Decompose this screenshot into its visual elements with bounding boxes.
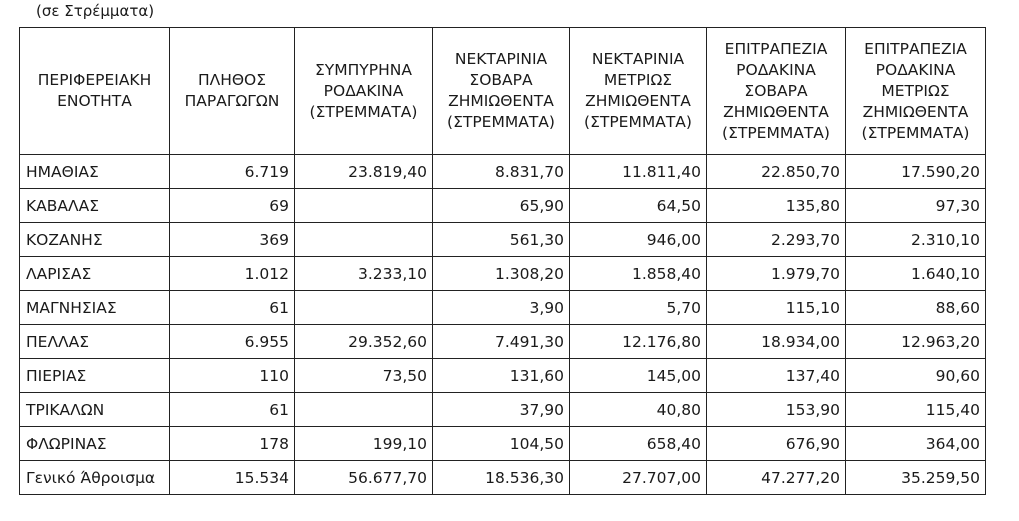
col-header-producers: ΠΛΗΘΟΣ ΠΑΡΑΓΩΓΩΝ: [170, 28, 295, 155]
producers-cell: 15.534: [170, 461, 295, 495]
table-peaches-severe-cell: 1.979,70: [707, 257, 846, 291]
table-peaches-severe-cell: 22.850,70: [707, 155, 846, 189]
col-header-table-peaches-moderate: ΕΠΙΤΡΑΠΕΖΙΑ ΡΟΔΑΚΙΝΑ ΜΕΤΡΙΩΣ ΖΗΜΙΩΘΕΝΤΑ (ΣΤΡΕΜΜΑΤΑ): [846, 28, 986, 155]
col-header-table-peaches-severe: ΕΠΙΤΡΑΠΕΖΙΑ ΡΟΔΑΚΙΝΑ ΣΟΒΑΡΑ ΖΗΜΙΩΘΕΝΤΑ (ΣΤΡΕΜΜΑΤΑ): [707, 28, 846, 155]
producers-cell: 61: [170, 291, 295, 325]
region-cell: ΤΡΙΚΑΛΩΝ: [20, 393, 170, 427]
producers-cell: 369: [170, 223, 295, 257]
clingstone-cell: [295, 189, 433, 223]
region-cell: ΦΛΩΡΙΝΑΣ: [20, 427, 170, 461]
producers-cell: 69: [170, 189, 295, 223]
clingstone-cell: [295, 291, 433, 325]
region-cell: ΠΕΛΛΑΣ: [20, 325, 170, 359]
table-peaches-severe-cell: 47.277,20: [707, 461, 846, 495]
region-cell: ΠΙΕΡΙΑΣ: [20, 359, 170, 393]
producers-cell: 61: [170, 393, 295, 427]
table-peaches-moderate-cell: 364,00: [846, 427, 986, 461]
region-cell: Γενικό Άθροισμα: [20, 461, 170, 495]
clingstone-cell: 56.677,70: [295, 461, 433, 495]
nectarines-severe-cell: 7.491,30: [433, 325, 570, 359]
col-header-clingstone-peaches: ΣΥΜΠΥΡΗΝΑ ΡΟΔΑΚΙΝΑ (ΣΤΡΕΜΜΑΤΑ): [295, 28, 433, 155]
table-peaches-moderate-cell: 97,30: [846, 189, 986, 223]
clingstone-cell: 3.233,10: [295, 257, 433, 291]
nectarines-moderate-cell: 64,50: [570, 189, 707, 223]
table-peaches-severe-cell: 18.934,00: [707, 325, 846, 359]
region-cell: ΜΑΓΝΗΣΙΑΣ: [20, 291, 170, 325]
table-peaches-moderate-cell: 88,60: [846, 291, 986, 325]
table-peaches-moderate-cell: 12.963,20: [846, 325, 986, 359]
clingstone-cell: [295, 393, 433, 427]
nectarines-moderate-cell: 27.707,00: [570, 461, 707, 495]
table-peaches-moderate-cell: 90,60: [846, 359, 986, 393]
nectarines-severe-cell: 131,60: [433, 359, 570, 393]
table-row: [20, 155, 986, 189]
table-peaches-severe-cell: 676,90: [707, 427, 846, 461]
table-header-row: [20, 28, 986, 155]
damage-table: [19, 27, 986, 495]
clingstone-cell: 29.352,60: [295, 325, 433, 359]
table-row: [20, 189, 986, 223]
table-peaches-severe-cell: 115,10: [707, 291, 846, 325]
table-peaches-moderate-cell: 35.259,50: [846, 461, 986, 495]
nectarines-moderate-cell: 12.176,80: [570, 325, 707, 359]
col-header-nectarines-moderate: ΝΕΚΤΑΡΙΝΙΑ ΜΕΤΡΙΩΣ ΖΗΜΙΩΘΕΝΤΑ (ΣΤΡΕΜΜΑΤΑ): [570, 28, 707, 155]
producers-cell: 110: [170, 359, 295, 393]
table-peaches-severe-cell: 135,80: [707, 189, 846, 223]
table-row: [20, 427, 986, 461]
region-cell: ΛΑΡΙΣΑΣ: [20, 257, 170, 291]
nectarines-moderate-cell: 1.858,40: [570, 257, 707, 291]
clingstone-cell: 23.819,40: [295, 155, 433, 189]
clingstone-cell: 73,50: [295, 359, 433, 393]
nectarines-severe-cell: 65,90: [433, 189, 570, 223]
table-peaches-moderate-cell: 115,40: [846, 393, 986, 427]
nectarines-severe-cell: 561,30: [433, 223, 570, 257]
producers-cell: 6.955: [170, 325, 295, 359]
nectarines-severe-cell: 8.831,70: [433, 155, 570, 189]
table-row: [20, 257, 986, 291]
producers-cell: 6.719: [170, 155, 295, 189]
nectarines-moderate-cell: 946,00: [570, 223, 707, 257]
nectarines-moderate-cell: 40,80: [570, 393, 707, 427]
nectarines-severe-cell: 104,50: [433, 427, 570, 461]
col-header-region: ΠΕΡΙΦΕΡΕΙΑΚΗ ΕΝΟΤΗΤΑ: [20, 28, 170, 155]
nectarines-moderate-cell: 5,70: [570, 291, 707, 325]
table-row: [20, 359, 986, 393]
clingstone-cell: 199,10: [295, 427, 433, 461]
clingstone-cell: [295, 223, 433, 257]
table-peaches-moderate-cell: 1.640,10: [846, 257, 986, 291]
units-caption: (σε Στρέμματα): [36, 2, 155, 20]
nectarines-moderate-cell: 145,00: [570, 359, 707, 393]
nectarines-severe-cell: 1.308,20: [433, 257, 570, 291]
producers-cell: 1.012: [170, 257, 295, 291]
region-cell: ΚΑΒΑΛΑΣ: [20, 189, 170, 223]
nectarines-severe-cell: 37,90: [433, 393, 570, 427]
nectarines-moderate-cell: 658,40: [570, 427, 707, 461]
table-peaches-severe-cell: 2.293,70: [707, 223, 846, 257]
region-cell: ΚΟΖΑΝΗΣ: [20, 223, 170, 257]
table-total-row: [20, 461, 986, 495]
table-row: [20, 223, 986, 257]
table-peaches-severe-cell: 137,40: [707, 359, 846, 393]
table-row: [20, 393, 986, 427]
table-row: [20, 325, 986, 359]
table-row: [20, 291, 986, 325]
region-cell: ΗΜΑΘΙΑΣ: [20, 155, 170, 189]
nectarines-severe-cell: 3,90: [433, 291, 570, 325]
table-peaches-moderate-cell: 2.310,10: [846, 223, 986, 257]
col-header-nectarines-severe: ΝΕΚΤΑΡΙΝΙΑ ΣΟΒΑΡΑ ΖΗΜΙΩΘΕΝΤΑ (ΣΤΡΕΜΜΑΤΑ): [433, 28, 570, 155]
nectarines-moderate-cell: 11.811,40: [570, 155, 707, 189]
table-peaches-severe-cell: 153,90: [707, 393, 846, 427]
producers-cell: 178: [170, 427, 295, 461]
nectarines-severe-cell: 18.536,30: [433, 461, 570, 495]
table-peaches-moderate-cell: 17.590,20: [846, 155, 986, 189]
